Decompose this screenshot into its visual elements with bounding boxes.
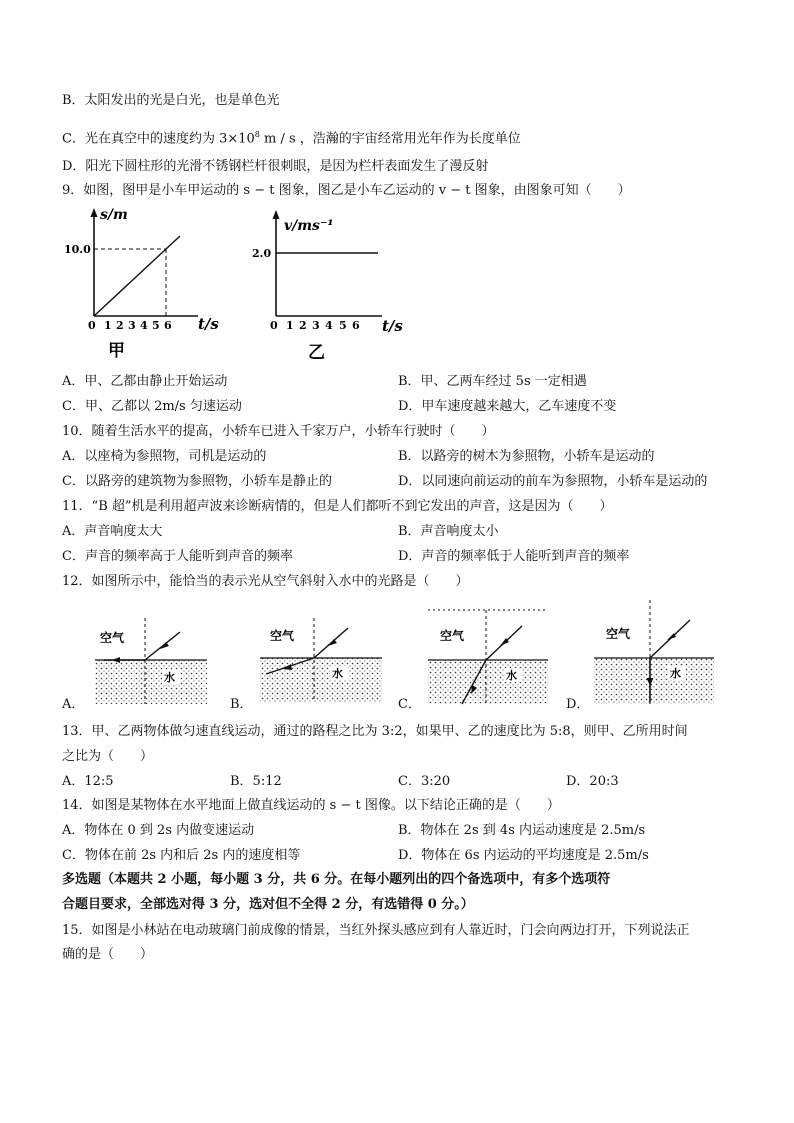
q12-figure-d-water-label: 水 (670, 667, 681, 680)
q9-option-d: D．甲车速度越来越大，乙车速度不变 (398, 399, 617, 414)
q9-stem: 9．如图，图甲是小车甲运动的 s − t 图象，图乙是小车乙运动的 v − t 图象，由图象可知（ ） (62, 183, 631, 198)
q9-graph-jia-x-label: t/s (198, 315, 219, 333)
q9-graph-jia-tick: 4 (140, 319, 148, 332)
q12-option-d-label: D． (566, 697, 590, 712)
q9-graph-jia-tick: 3 (128, 319, 136, 332)
q12-figure-a-air-label: 空气 (100, 631, 125, 645)
q11-option-a: A．声音响度太大 (62, 524, 163, 539)
section-header-line2: 合题目要求，全部选对得 3 分，选对但不全得 2 分，有选错得 0 分。） (62, 897, 474, 912)
q12-option-a-label: A． (62, 697, 85, 712)
q15-stem-line1: 15．如图是小林站在电动玻璃门前成像的情景，当红外探头感应到有人靠近时，门会向两边打开，下列说法正 (62, 923, 690, 938)
q12-stem: 12．如图所示中，能恰当的表示光从空气斜射入水中的光路是（ ） (62, 574, 469, 589)
q12-figure-a-water-label: 水 (164, 671, 175, 684)
q10-option-b: B．以路旁的树木为参照物，小轿车是运动的 (398, 449, 655, 464)
q11-option-d: D．声音的频率低于人能听到声音的频率 (398, 549, 630, 564)
q9-graph-yi-tick: 6 (352, 319, 360, 332)
q12-figure-d-air-label: 空气 (606, 627, 631, 641)
q12-option-b-label: B． (230, 697, 253, 712)
q8-option-b: B．太阳发出的光是白光，也是单色光 (62, 93, 280, 108)
q9-graph-yi (250, 204, 420, 366)
q9-option-a: A．甲、乙都由静止开始运动 (62, 374, 228, 389)
q13-option-a: A．12:5 (62, 774, 114, 789)
q11-stem: 11．“B 超”机是利用超声波来诊断病情的，但是人们都听不到它发出的声音，这是因为（ ） (62, 499, 613, 514)
q12-figure-d (590, 598, 720, 710)
q14-option-b: B．物体在 2s 到 4s 内运动速度是 2.5m/s (398, 823, 646, 838)
q13-option-b: B．5:12 (230, 774, 282, 789)
q9-graph-yi-caption: 乙 (308, 343, 325, 363)
q14-option-a: A．物体在 0 到 2s 内做变速运动 (62, 823, 255, 838)
q12-option-c-label: C． (398, 697, 421, 712)
q9-graph-yi-tick: 2 (299, 319, 307, 332)
q12-figure-c-water-label: 水 (506, 669, 517, 682)
q9-graph-jia-y-label: s/m (100, 207, 128, 223)
q14-option-c: C．物体在前 2s 内和后 2s 内的速度相等 (62, 848, 301, 863)
q12-figure-a (90, 612, 210, 708)
q10-option-a: A．以座椅为参照物，司机是运动的 (62, 449, 267, 464)
q14-stem: 14．如图是某物体在水平地面上做直线运动的 s − t 图像。以下结论正确的是（ ） (62, 798, 560, 813)
q9-graph-yi-tick: 5 (339, 319, 347, 332)
q13-option-c: C．3:20 (398, 774, 451, 789)
q9-graph-jia-tick: 5 (152, 319, 160, 332)
q9-graph-yi-tick: 3 (312, 319, 320, 332)
q9-graph-yi-tick: 4 (325, 319, 333, 332)
q12-figure-c-air-label: 空气 (440, 629, 465, 643)
q9-graph-jia-tick: 6 (164, 319, 172, 332)
q9-option-c: C．甲、乙都以 2m/s 匀速运动 (62, 399, 242, 414)
q8-option-c-text: C．光在真空中的速度约为 3×10 (62, 131, 255, 147)
q9-graph-jia-tick: 0 (88, 319, 96, 332)
q10-option-d: D．以同速向前运动的前车为参照物，小轿车是运动的 (398, 474, 708, 489)
q9-graph-yi-x-label: t/s (382, 317, 403, 335)
q13-stem-line2: 之比为（ ） (62, 749, 154, 764)
q8-option-c (62, 126, 521, 148)
q10-stem: 10．随着生活水平的提高，小轿车已进入千家万户，小轿车行驶时（ ） (62, 424, 495, 439)
q8-option-d: D．阳光下圆柱形的光滑不锈钢栏杆很刺眼，是因为栏杆表面发生了漫反射 (62, 159, 489, 174)
q15-stem-line2: 确的是（ ） (62, 947, 154, 962)
q14-option-d: D．物体在 6s 内运动的平均速度是 2.5m/s (398, 848, 649, 863)
q9-graph-yi-y-value: 2.0 (252, 247, 272, 260)
q9-graph-jia-caption: 甲 (108, 341, 125, 361)
q8-option-c-exponent: 8 (254, 130, 260, 139)
q9-graph-yi-y-label: v/ms⁻¹ (284, 218, 334, 234)
q9-graph-yi-tick: 1 (286, 319, 294, 332)
q9-graph-jia-y-value: 10.0 (64, 243, 91, 256)
q12-figure-b-water-label: 水 (332, 667, 343, 680)
q13-option-d: D．20:3 (566, 774, 619, 789)
q8-option-c-text-end: m / s ，浩瀚的宇宙经常用光年作为长度单位 (259, 131, 521, 147)
q13-stem-line1: 13．甲、乙两物体做匀速直线运动，通过的路程之比为 3:2，如果甲、乙的速度比为 5:8，则甲、乙所用时间 (62, 724, 688, 739)
q9-graph-jia-tick: 2 (116, 319, 124, 332)
q12-figure-b (256, 612, 386, 708)
q12-figure-b-air-label: 空气 (270, 629, 295, 643)
q9-graph-jia-tick: 1 (104, 319, 112, 332)
section-header-line1: 多选题（本题共 2 小题，每小题 3 分，共 6 分。在每小题列出的四个备选项中，有多个选项符 (62, 872, 611, 887)
q12-figure-c (424, 606, 554, 710)
q10-option-c: C．以路旁的建筑物为参照物，小轿车是静止的 (62, 474, 332, 489)
q11-option-b: B．声音响度太小 (398, 524, 499, 539)
q11-option-c: C．声音的频率高于人能听到声音的频率 (62, 549, 293, 564)
q9-option-b: B．甲、乙两车经过 5s 一定相遇 (398, 374, 587, 389)
q9-graph-yi-tick: 0 (270, 319, 278, 332)
q9-graph-jia (64, 204, 230, 366)
